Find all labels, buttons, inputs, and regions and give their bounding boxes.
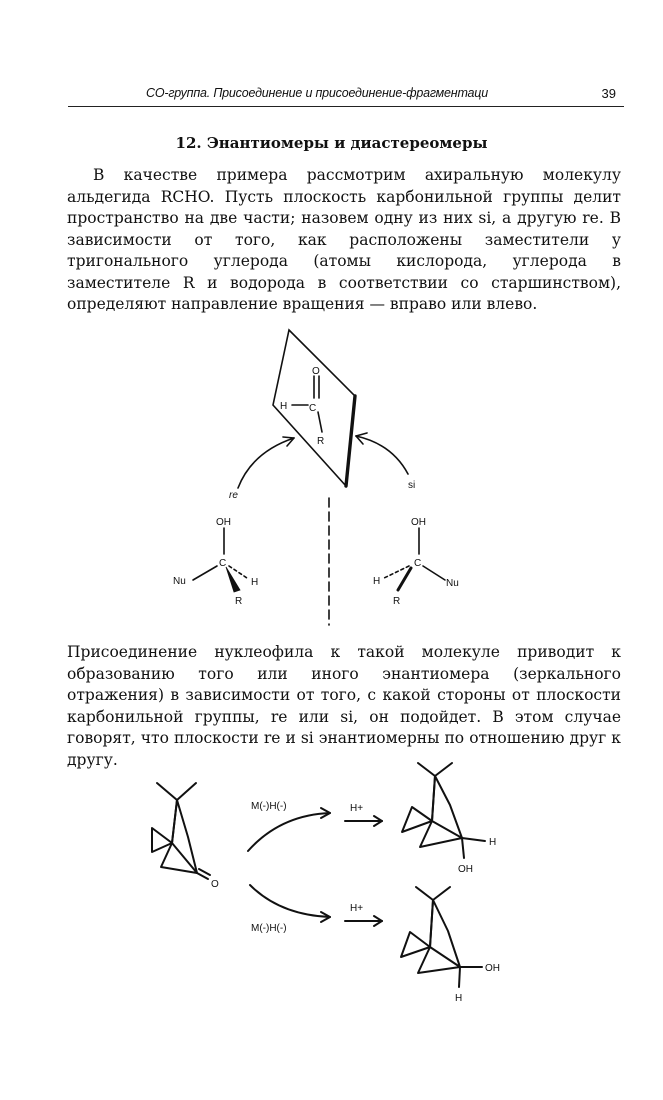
camphor-structure [152,783,210,879]
page-number: 39 [601,86,616,101]
left-C-Nu-bond [193,566,217,580]
si-attack-arrow [356,436,408,474]
left-H: H [251,577,259,588]
product-bottom-H: H [455,993,463,1004]
plane-C: C [309,403,317,414]
plane-R: R [317,436,325,447]
reagent-bottom: M(-)H(-) [251,923,287,934]
reagent-top: M(-)H(-) [251,801,287,812]
camphor-O: O [211,879,219,890]
paragraph-2: Присоединение нуклеофила к такой молекуле приводит к образованию того или иного энантиомера (зеркального отражения) в зависимости от того, с какой стороны от плоскости карбонильной группы, re или si, он подойдет. В этом случае говорят, что плоскости re и si энантиомерны по отношению друг к другу. [67,643,621,769]
right-OH: OH [411,517,426,528]
arrow-top-curve [248,813,330,851]
re-attack-arrow [238,438,294,488]
section-heading: 12. Энантиомеры и диастереомеры [175,134,488,152]
left-R: R [235,596,243,607]
proton-bottom: H+ [350,903,364,914]
left-C: C [219,558,227,569]
plane-H: H [280,401,288,412]
isoborneol-structure [401,887,482,987]
left-wedge-R [226,567,240,592]
paragraph-1: В качестве примера рассмотрим ахиральную молекулу альдегида RCHO. Пусть плоскость карбонильной группы делит пространство на две части; назовем одну из них si, а другую re. В зависимости от того, как расположены заместители у тригонального углерода (атомы кислорода, углерода в заместителе R и водорода в соответствии со старшинством), определяют направление вращения — вправо или влево. [67,166,621,313]
product-bottom-OH: OH [485,963,500,974]
product-top-OH: OH [458,864,473,875]
running-header [68,86,624,107]
right-Nu: Nu [446,578,459,589]
si-label: si [408,480,416,491]
figure-re-si-faces [0,320,663,630]
right-H: H [373,576,381,587]
right-R: R [393,596,401,607]
right-C-Nu-bond [423,566,445,580]
re-label: re [229,490,238,501]
figure-camphor-reduction [0,755,663,1015]
left-Nu: Nu [173,576,186,587]
product-top-H: H [489,837,497,848]
plane-O: O [312,366,320,377]
proton-top: H+ [350,803,364,814]
right-C: C [414,558,422,569]
left-OH: OH [216,517,231,528]
borneol-structure [402,763,485,858]
running-title: CO-группа. Присоединение и присоединение-фрагментаци [146,86,488,100]
arrow-bottom-curve [250,885,330,917]
right-wedge-R [398,568,411,590]
